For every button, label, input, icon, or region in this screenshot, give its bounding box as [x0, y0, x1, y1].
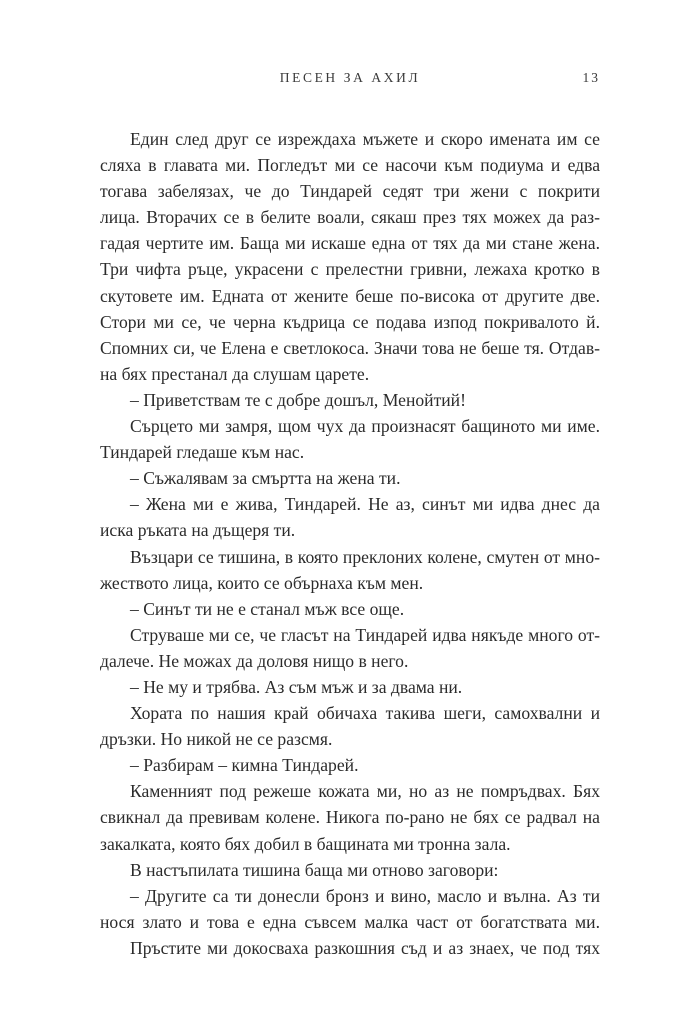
text-line: Три чифта ръце, украсени с прелестни гривни, лежаха кротко в	[100, 259, 600, 280]
text-line: – Другите са ти донесли бронз и вино, масло и вълна. Аз ти	[130, 885, 600, 906]
text-line: – Разбирам – кимна Тиндарей.	[130, 755, 359, 776]
text-line: Хората по нашия край обичаха такива шеги, самохвални и	[130, 703, 600, 724]
text-line: Тиндарей гледаше към нас.	[100, 442, 305, 463]
text-line: Струваше ми се, че гласът на Тиндарей идва някъде много от-	[130, 624, 600, 645]
text-line: тогава забелязах, че до Тиндарей седят три жени с покрити	[100, 181, 600, 202]
text-line: Един след друг се изреждаха мъжете и скоро имената им се	[130, 129, 600, 149]
text-line: Сърцето ми замря, щом чух да произнасят бащиното ми име.	[130, 416, 600, 437]
text-line: нося злато и това е една съвсем малка част от богатствата ми.	[100, 911, 600, 932]
body-text	[100, 126, 600, 961]
text-line: – Не му и трябва. Аз съм мъж и за двама ни.	[130, 676, 463, 697]
book-title: ПЕСЕН ЗА АХИЛ	[279, 70, 421, 85]
text-line: скутовете им. Едната от жените беше по-висока от другите две.	[100, 285, 600, 306]
text-line: Пръстите ми докосваха разкошния съд и аз знаех, че под тях	[130, 937, 600, 958]
text-line: Каменният под режеше кожата ми, но аз не помръдвах. Бях	[130, 781, 600, 802]
text-line: лица. Вторачих се в белите воали, сякаш през тях можех да раз-	[100, 207, 600, 228]
text-line: – Жена ми е жива, Тиндарей. Не аз, синът ми идва днес да	[130, 494, 600, 515]
text-line: В настъпилата тишина баща ми отново заговори:	[130, 859, 499, 880]
text-line: закалката, която бях добил в бащината ми тронна зала.	[100, 833, 511, 854]
running-head	[100, 70, 600, 90]
text-line: на бях престанал да слушам царете.	[100, 363, 370, 384]
text-line: сляха в главата ми. Погледът ми се насочи към подиума и едва	[100, 155, 600, 176]
text-line: свикнал да превивам колене. Никога по-рано не бях се радвал на	[100, 807, 600, 828]
text-line: гадая чертите им. Баща ми искаше една от тях да ми стане жена.	[100, 233, 600, 254]
text-line: Спомних си, че Елена е светлокоса. Значи това не беше тя. Отдав-	[100, 337, 600, 358]
text-line: дръзки. Но никой не се разсмя.	[100, 729, 333, 750]
text-line: Стори ми се, че черна къдрица се подава изпод покривалото й.	[100, 311, 600, 332]
text-line: – Синът ти не е станал мъж все още.	[130, 598, 405, 619]
text-line: – Приветствам те с добре дошъл, Менойтий!	[130, 389, 466, 410]
text-line: далече. Не можах да доловя нищо в него.	[100, 650, 409, 671]
text-line: – Съжалявам за смъртта на жена ти.	[130, 468, 401, 489]
text-line: жеството лица, които се обърнаха към мен.	[100, 572, 424, 593]
page-number: 13	[582, 70, 600, 85]
text-line: иска ръката на дъщеря ти.	[100, 520, 296, 541]
text-line: Възцари се тишина, в която преклоних колене, смутен от мно-	[130, 546, 600, 567]
